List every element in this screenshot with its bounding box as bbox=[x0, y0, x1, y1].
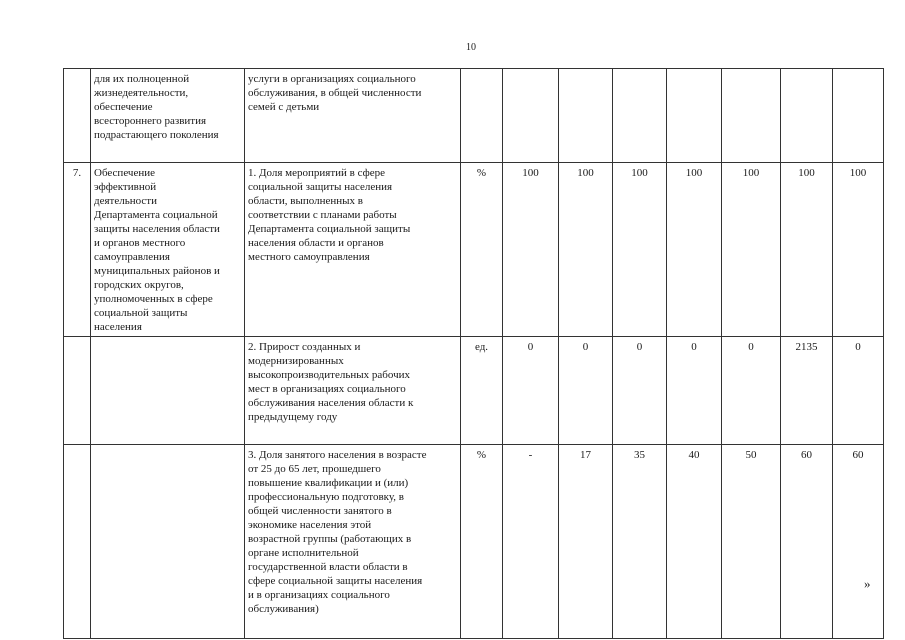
value-cell: 40 bbox=[667, 445, 722, 639]
row-number-cell: 7. bbox=[64, 163, 91, 337]
indicator-cell bbox=[245, 337, 461, 445]
indicator-text-line: профессиональную подготовку, в bbox=[248, 491, 404, 503]
indicator-text-line: органе исполнительной bbox=[248, 547, 359, 559]
indicator-text-line: возрастной группы (работающих в bbox=[248, 533, 412, 545]
value-cell bbox=[559, 69, 613, 163]
value-cell bbox=[667, 69, 722, 163]
value-cell: 100 bbox=[722, 163, 781, 337]
goal-text-line: эффективной bbox=[94, 181, 157, 193]
unit-cell: % bbox=[461, 445, 503, 639]
unit-cell bbox=[461, 69, 503, 163]
unit-cell: % bbox=[461, 163, 503, 337]
goal-text-line: Обеспечение bbox=[94, 167, 155, 179]
value-cell: 0 bbox=[833, 337, 884, 445]
indicator-text-line: обслуживания населения области к bbox=[248, 397, 414, 409]
goal-cell bbox=[91, 445, 245, 639]
page-number: 10 bbox=[466, 42, 476, 53]
indicator-text-line: местного самоуправления bbox=[248, 251, 370, 263]
value-cell bbox=[722, 69, 781, 163]
indicator-text-line: области, выполненных в bbox=[248, 195, 363, 207]
goal-text-line: деятельности bbox=[94, 195, 157, 207]
indicator-text-line: обслуживания, в общей численности bbox=[248, 87, 422, 99]
indicator-text-line: Департамента социальной защиты bbox=[248, 223, 411, 235]
value-cell: 0 bbox=[722, 337, 781, 445]
indicator-text-line: обслуживания) bbox=[248, 603, 319, 615]
goal-text-line: и органов местного bbox=[94, 237, 186, 249]
indicator-text-line: 1. Доля мероприятий в сфере bbox=[248, 167, 386, 179]
indicator-text-line: 2. Прирост созданных и bbox=[248, 341, 361, 353]
value-cell: 0 bbox=[667, 337, 722, 445]
goal-text-line: уполномоченных в сфере bbox=[94, 293, 213, 305]
value-cell: 60 bbox=[781, 445, 833, 639]
value-cell: 100 bbox=[559, 163, 613, 337]
goal-text-line: подрастающего поколения bbox=[94, 129, 219, 141]
indicators-table bbox=[63, 68, 884, 639]
goal-text-line: защиты населения области bbox=[94, 223, 220, 235]
goal-text-line: социальной защиты bbox=[94, 307, 188, 319]
indicator-text-line: общей численности занятого в bbox=[248, 505, 392, 517]
indicator-text-line: соответствии с планами работы bbox=[248, 209, 397, 221]
value-cell: 0 bbox=[613, 337, 667, 445]
indicator-text-line: мест в организациях социального bbox=[248, 383, 406, 395]
value-cell: 50 bbox=[722, 445, 781, 639]
indicator-text-line: услуги в организациях социального bbox=[248, 73, 416, 85]
indicator-cell bbox=[245, 69, 461, 163]
unit-cell: ед. bbox=[461, 337, 503, 445]
indicator-text-line: модернизированных bbox=[248, 355, 344, 367]
indicator-text-line: населения области и органов bbox=[248, 237, 384, 249]
value-cell: - bbox=[503, 445, 559, 639]
table-row bbox=[64, 337, 884, 445]
indicator-text-line: предыдущему году bbox=[248, 411, 338, 423]
value-cell bbox=[613, 69, 667, 163]
value-cell: 100 bbox=[613, 163, 667, 337]
goal-text-line: всестороннего развития bbox=[94, 115, 207, 127]
goal-text-line: обеспечение bbox=[94, 101, 153, 113]
goal-cell bbox=[91, 337, 245, 445]
indicator-text-line: государственной власти области в bbox=[248, 561, 408, 573]
indicator-text-line: сфере социальной защиты населения bbox=[248, 575, 423, 587]
indicator-text-line: повышение квалификации и (или) bbox=[248, 477, 409, 489]
indicator-cell bbox=[245, 445, 461, 639]
value-cell: 0 bbox=[559, 337, 613, 445]
goal-text-line: жизнедеятельности, bbox=[94, 87, 189, 99]
goal-text-line: Департамента социальной bbox=[94, 209, 218, 221]
row-number-cell bbox=[64, 445, 91, 639]
goal-cell bbox=[91, 163, 245, 337]
value-cell bbox=[781, 69, 833, 163]
goal-text-line: для их полноценной bbox=[94, 73, 190, 85]
row-number-cell bbox=[64, 69, 91, 163]
indicator-cell bbox=[245, 163, 461, 337]
indicator-text-line: высокопроизводительных рабочих bbox=[248, 369, 410, 381]
goal-text-line: муниципальных районов и bbox=[94, 265, 220, 277]
value-cell: 0 bbox=[503, 337, 559, 445]
value-cell bbox=[503, 69, 559, 163]
value-cell: 100 bbox=[503, 163, 559, 337]
goal-text-line: населения bbox=[94, 321, 142, 333]
table-row bbox=[64, 445, 884, 639]
value-cell bbox=[833, 69, 884, 163]
value-cell: 100 bbox=[781, 163, 833, 337]
table-row bbox=[64, 69, 884, 163]
indicator-text-line: от 25 до 65 лет, прошедшего bbox=[248, 463, 381, 475]
goal-text-line: самоуправления bbox=[94, 251, 170, 263]
value-cell: 60 bbox=[833, 445, 884, 639]
value-cell: 35 bbox=[613, 445, 667, 639]
indicator-text-line: семей с детьми bbox=[248, 101, 320, 113]
indicator-text-line: и в организациях социального bbox=[248, 589, 390, 601]
value-cell: 100 bbox=[667, 163, 722, 337]
indicator-text-line: 3. Доля занятого населения в возрасте bbox=[248, 449, 427, 461]
goal-text-line: городских округов, bbox=[94, 279, 184, 291]
goal-cell bbox=[91, 69, 245, 163]
value-cell: 100 bbox=[833, 163, 884, 337]
row-number-cell bbox=[64, 337, 91, 445]
value-cell: 2135 bbox=[781, 337, 833, 445]
closing-quote-mark: » bbox=[864, 576, 871, 591]
indicator-text-line: социальной защиты населения bbox=[248, 181, 393, 193]
indicator-text-line: экономике населения этой bbox=[248, 519, 372, 531]
table-row bbox=[64, 163, 884, 337]
value-cell: 17 bbox=[559, 445, 613, 639]
